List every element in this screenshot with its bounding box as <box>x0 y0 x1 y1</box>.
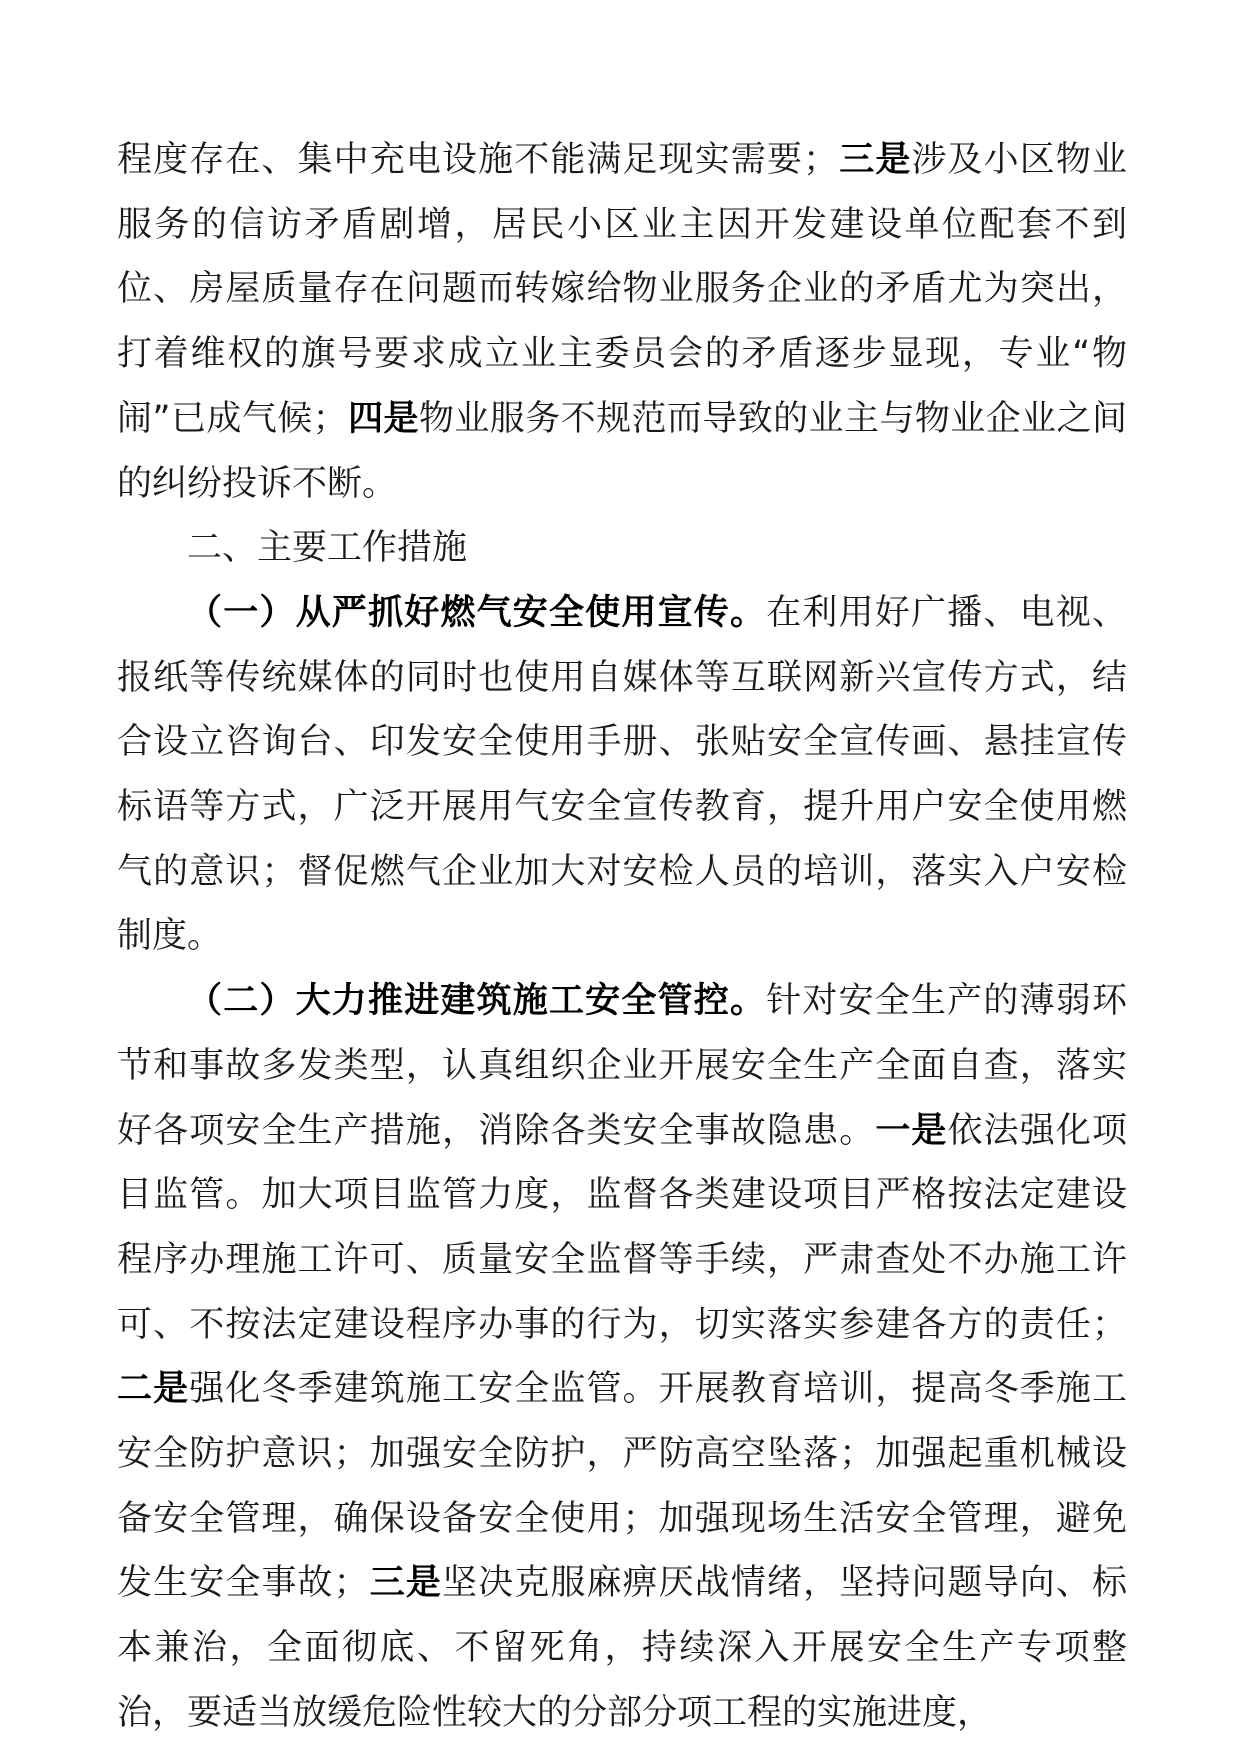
text-segment: 针对安全生产的薄弱环节和事故多发类型，认真组织企业开展安全生产全面自查，落实好各项安全生产措施，消除各类安全事故隐患。 <box>117 981 1127 1151</box>
text-segment: 程度存在、集中充电设施不能满足现实需要； <box>117 140 839 180</box>
subheading-construction-safety: （二）大力推进建筑施工安全管控。 <box>187 981 767 1022</box>
text-segment: 在利用好广播、电视、报纸等传统媒体的同时也使用自媒体等互联网新兴宣传方式，结合设立咨询台、印发安全使用手册、张贴安全宣传画、悬挂宣传标语等方式，广泛开展用气安全宣传教育，提升用户安全使用燃气的意识；督促燃气企业加大对安检人员的培训，落实入户安检制度。 <box>117 592 1127 957</box>
bold-marker-er-shi: 二是 <box>117 1369 190 1410</box>
paragraph-gas-safety <box>117 581 1127 969</box>
bold-marker-yi-shi: 一是 <box>875 1110 948 1151</box>
text-segment: 坚决克服麻痹厌战情绪，坚持问题导向、标本兼治，全面彻底、不留死角，持续深入开展安全生产专项整治，要适当放缓危险性较大的分部分项工程的实施进度， <box>117 1563 1127 1733</box>
subheading-gas-safety: （一）从严抓好燃气安全使用宣传。 <box>187 592 767 633</box>
bold-marker-san-shi: 三是 <box>838 140 912 180</box>
section-heading-main-measures <box>117 516 1127 581</box>
paragraph-issues-continued <box>117 128 1127 516</box>
bold-marker-si-shi: 四是 <box>347 398 419 439</box>
section-heading-text: 二、主要工作措施 <box>187 528 468 569</box>
text-segment: 强化冬季建筑施工安全监管。开展教育培训，提高冬季施工安全防护意识；加强安全防护，严防高空坠落；加强起重机械设备安全管理，确保设备安全使用；加强现场生活安全管理，避免发生安全事故； <box>117 1369 1127 1604</box>
paragraph-construction-safety <box>117 969 1127 1745</box>
bold-marker-san-shi: 三是 <box>368 1563 443 1604</box>
text-segment: 涉及小区物业服务的信访矛盾剧增，居民小区业主因开发建设单位配套不到位、房屋质量存在问题而转嫁给物业服务企业的矛盾尤为突出，打着维权的旗号要求成立业主委员会的矛盾逐步显现，专业“物闹”已成气候； <box>117 140 1127 439</box>
document-page <box>117 128 1127 1746</box>
text-segment: 依法强化项目监管。加大项目监管力度，监督各类建设项目严格按法定建设程序办理施工许可、质量安全监督等手续，严肃查处不办施工许可、不按法定建设程序办事的行为，切实落实参建各方的责任； <box>117 1110 1127 1345</box>
text-segment: 物业服务不规范而导致的业主与物业企业之间的纠纷投诉不断。 <box>117 398 1127 504</box>
